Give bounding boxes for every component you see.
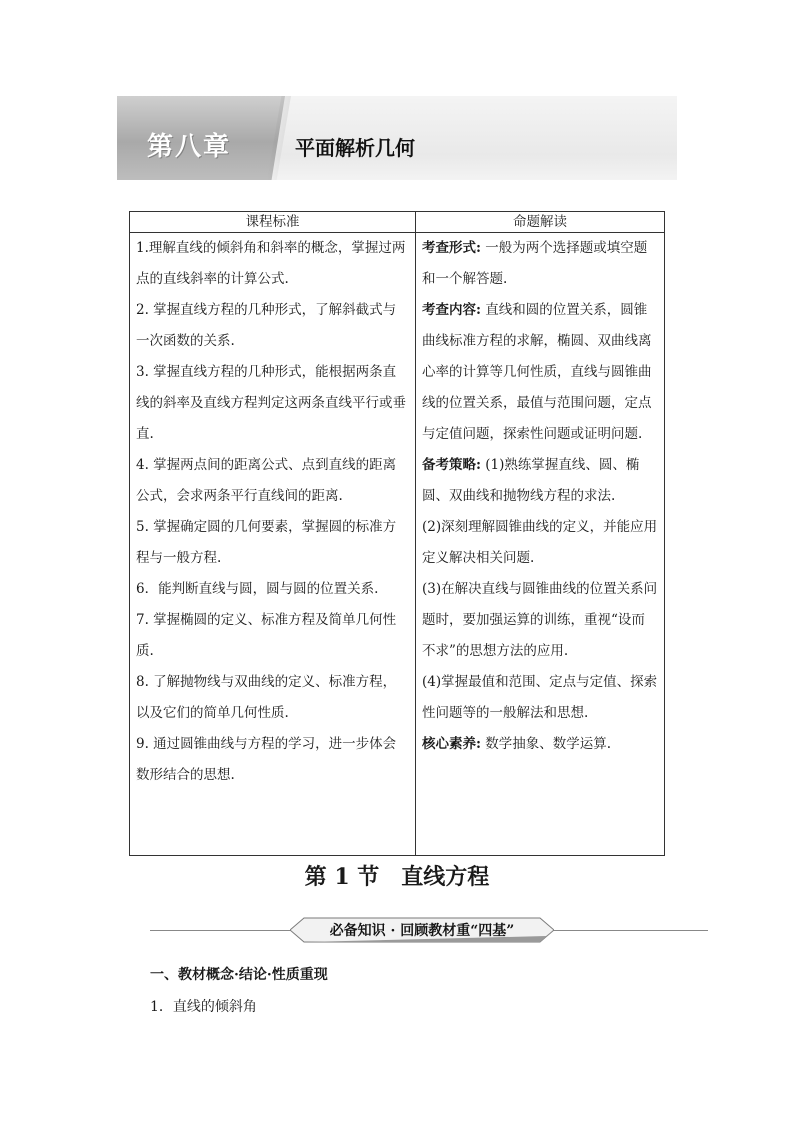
core-literacy-text: 数学抽象、数学运算.: [480, 736, 612, 752]
strategy-label: 备考策略:: [422, 457, 481, 473]
curriculum-table: [129, 211, 665, 856]
interpretation-cell: [416, 233, 665, 856]
divider-line-left: [150, 930, 300, 931]
subheading-concepts: 一、教材概念·结论·性质重现: [150, 967, 328, 983]
strategy-item-2: (2)深刻理解圆锥曲线的定义，并能应用定义解决相关问题.: [422, 519, 658, 566]
standard-item-2: 2. 掌握直线方程的几种形式，了解斜截式与一次函数的关系.: [136, 302, 397, 349]
standard-item-5: 5. 掌握确定圆的几何要素，掌握圆的标准方程与一般方程.: [136, 519, 397, 566]
core-literacy-label: 核心素养:: [422, 736, 481, 752]
strategy-item-3: (3)在解决直线与圆锥曲线的位置关系问题时，要加强运算的训练，重视“设而不求”的思想方法的应用.: [422, 581, 658, 659]
exam-content-text: 直线和圆的位置关系，圆锥曲线标准方程的求解，椭圆、双曲线离心率的计算等几何性质，直线与圆锥曲线的位置关系，最值与范围问题，定点与定值问题，探索性问题或证明问题.: [422, 302, 652, 442]
exam-content-label: 考查内容:: [422, 302, 481, 318]
standard-item-8: 8. 了解抛物线与双曲线的定义、标准方程，以及它们的简单几何性质.: [136, 674, 397, 721]
standards-cell: [130, 233, 416, 856]
header-exam-interpretation: 命题解读: [416, 212, 665, 233]
strategy-item-4: (4)掌握最值和范围、定点与定值、探索性问题等的一般解法和思想.: [422, 674, 658, 721]
section-title: 第 1 节 直线方程: [304, 864, 490, 890]
standard-item-4: 4. 掌握两点间的距离公式、点到直线的距离公式，会求两条平行直线间的距离.: [136, 457, 397, 504]
strategy-item-1: (1)熟练掌握直线、圆、椭圆、双曲线和抛物线方程的求法.: [422, 457, 640, 504]
chapter-banner: [117, 96, 677, 180]
standard-item-7: 7. 掌握椭圆的定义、标准方程及简单几何性质.: [136, 612, 397, 659]
exam-content: [422, 295, 658, 450]
exam-form-label: 考查形式:: [422, 240, 481, 256]
chapter-label: 第八章: [147, 132, 232, 162]
core-literacy: [422, 729, 658, 760]
standard-item-6: 6．能判断直线与圆，圆与圆的位置关系.: [136, 581, 379, 597]
section-banner: [290, 914, 554, 944]
subheading-inclination: 1．直线的倾斜角: [150, 999, 257, 1015]
header-curriculum-standard: 课程标准: [130, 212, 416, 233]
standard-item-9: 9. 通过圆锥曲线与方程的学习，进一步体会数形结合的思想.: [136, 736, 397, 783]
exam-form-text: 一般为两个选择题或填空题和一个解答题.: [422, 240, 648, 287]
standard-item-3: 3. 掌握直线方程的几种形式，能根据两条直线的斜率及直线方程判定这两条直线平行或垂直.: [136, 364, 406, 442]
exam-form: [422, 233, 658, 295]
divider-line-right: [544, 930, 708, 931]
standard-item-1: 1.理解直线的倾斜角和斜率的概念，掌握过两点的直线斜率的计算公式.: [136, 240, 406, 287]
chapter-title: 平面解析几何: [295, 136, 415, 160]
section-banner-text: 必备知识 · 回顾教材重“四基”: [329, 923, 515, 939]
strategy-1: [422, 450, 658, 512]
